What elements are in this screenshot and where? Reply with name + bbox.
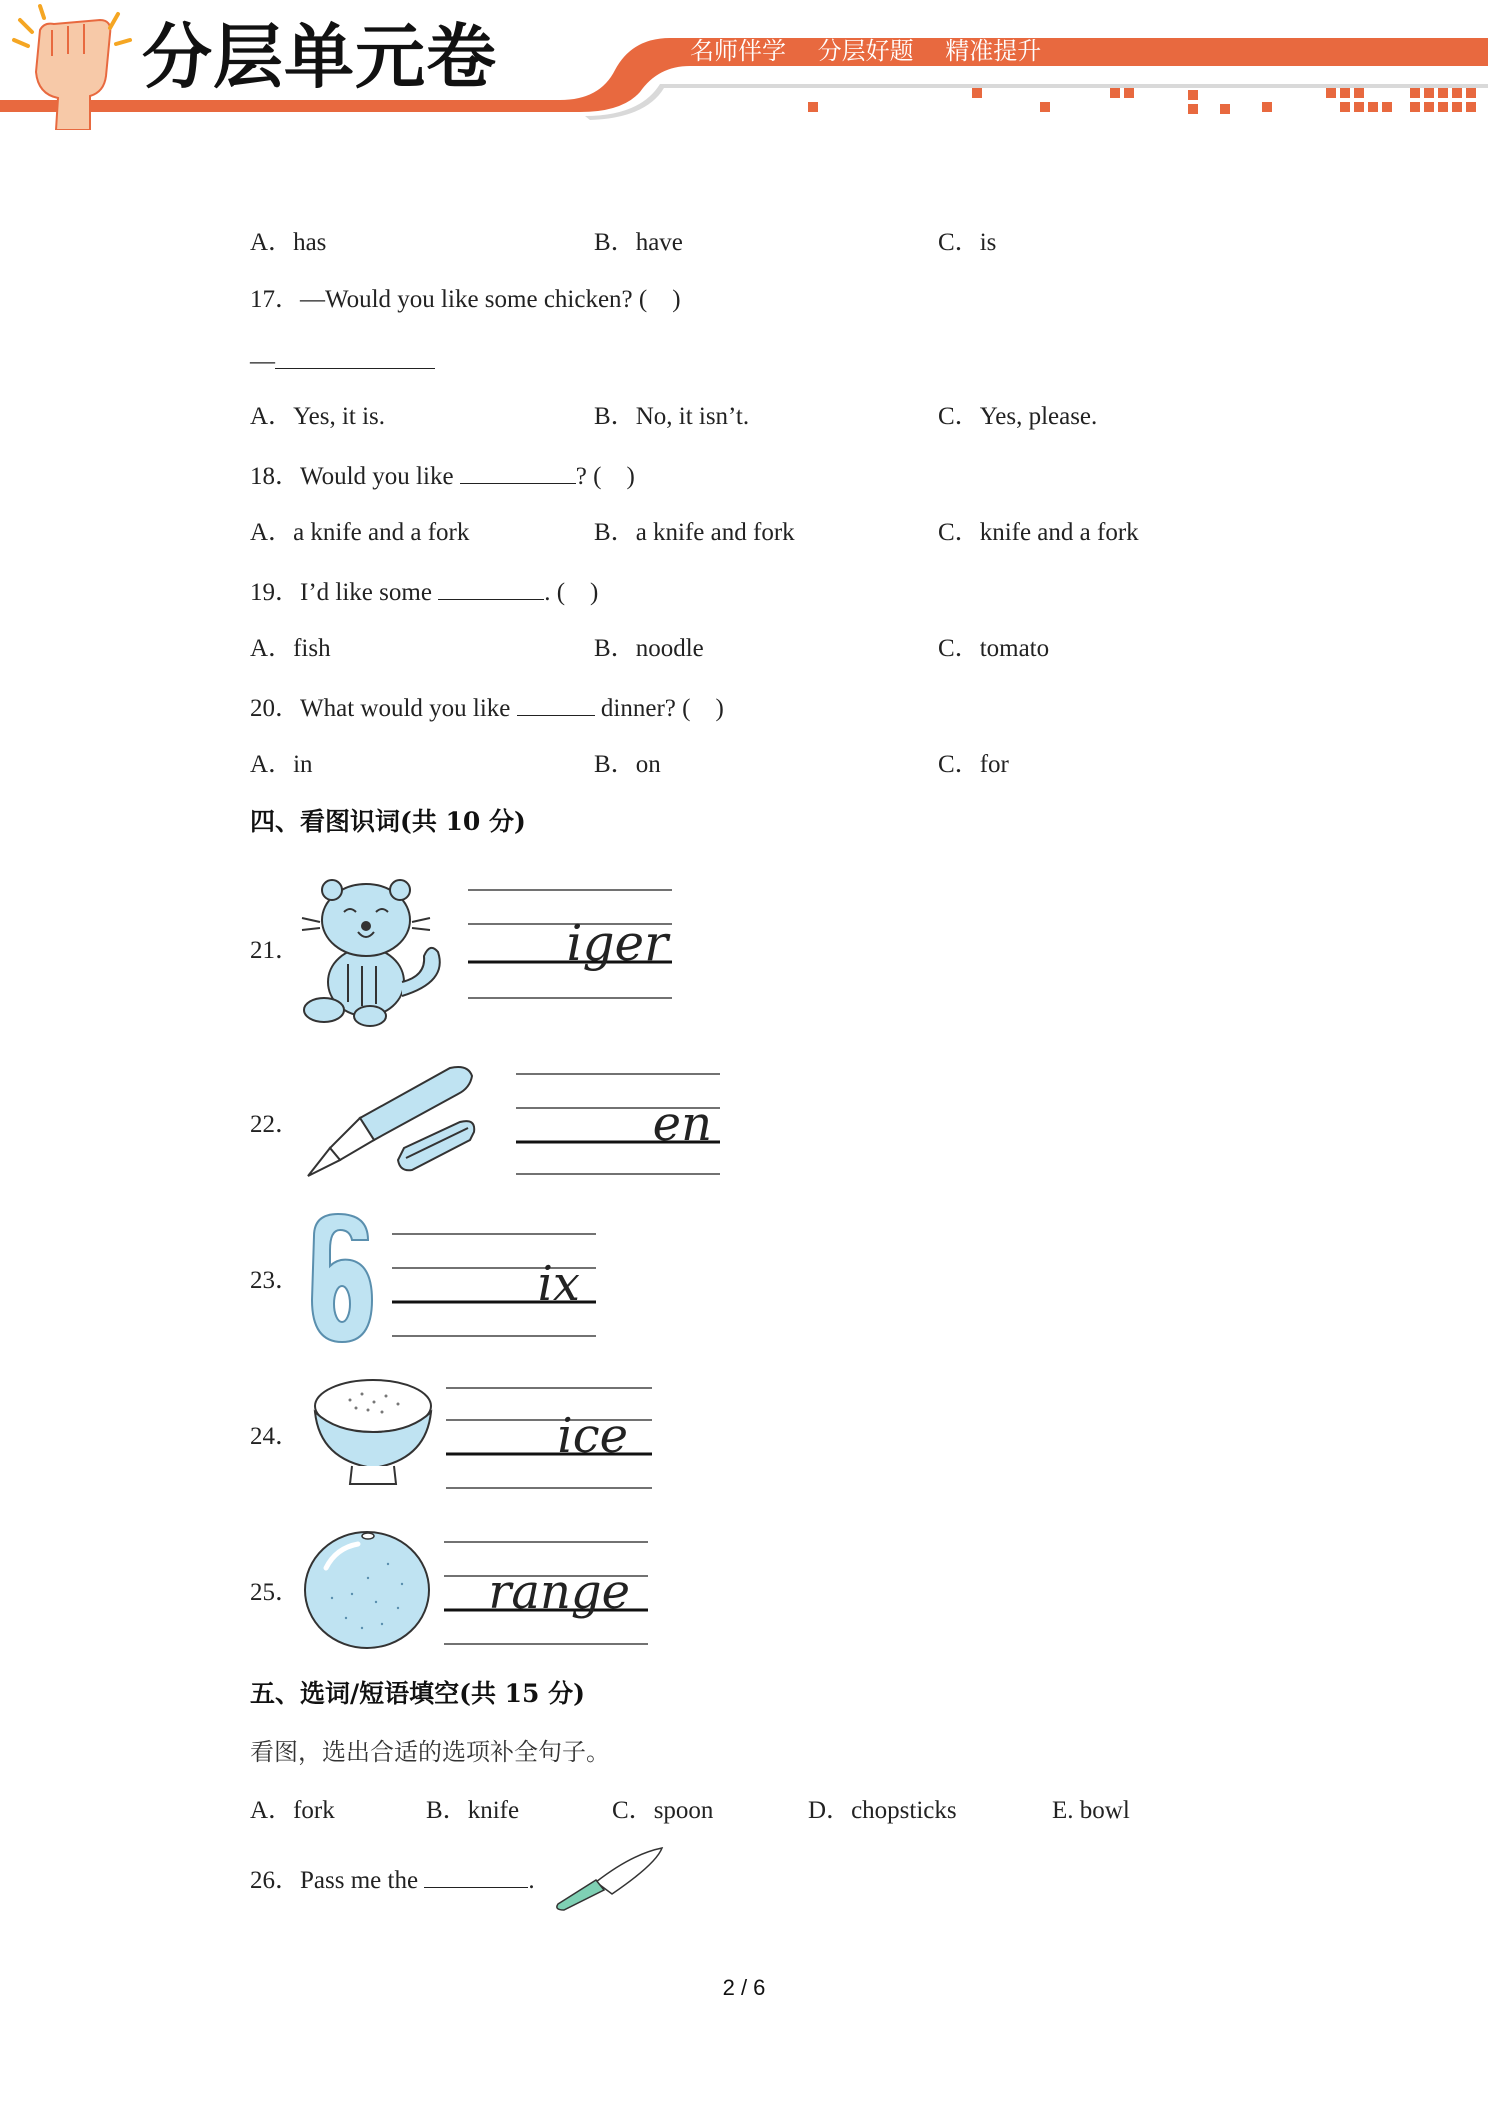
option-text: noodle [635,635,704,662]
option-letter: B． [594,403,636,430]
option-letter: A． [250,635,294,662]
option-letter: A． [250,229,294,256]
choice-text: chopsticks [851,1797,957,1824]
question-number: 26． [250,1867,301,1894]
page-header [0,0,1488,130]
knife-picture [552,1846,664,1912]
q25-writing-lines[interactable] [444,1540,648,1646]
option-letter: C． [938,403,980,430]
q16-option-a [250,228,326,258]
option-text: No, it isn’t. [635,403,750,430]
choice-letter: E. [1052,1797,1074,1824]
option-letter: A． [250,519,294,546]
q17-option-a [250,402,385,432]
q22-writing-lines[interactable] [516,1072,720,1176]
choice-letter: C． [612,1797,654,1824]
tiger-picture [298,872,458,1028]
choice-b [426,1796,519,1826]
q20-question [250,692,724,724]
slogan-3: 精准提升 [945,37,1042,65]
q22-partial-word: en [652,1096,712,1152]
option-letter: C． [938,635,980,662]
q18-option-a [250,518,469,548]
option-text: Yes, please. [979,403,1098,430]
option-letter: A． [250,751,294,778]
option-letter: C． [938,229,980,256]
q21-partial-word: iger [566,914,668,972]
section-5-title: 五、选词/短语填空(共 15 分) [250,1679,585,1708]
pen-picture [300,1062,480,1180]
choice-letter: D． [808,1797,852,1824]
q22-number: 22． [250,1111,301,1138]
q23-writing-lines[interactable] [392,1232,596,1338]
option-letter: B． [594,751,636,778]
question-text-end: . ( ) [544,579,599,606]
answer-blank[interactable] [438,576,544,600]
option-text: is [979,229,997,256]
reply-dash: — [250,348,275,375]
q24-writing-lines[interactable] [446,1386,652,1490]
q18-option-b [594,518,795,548]
q17-question [250,285,681,315]
question-text: Would you like [300,463,460,490]
option-text: a knife and fork [635,519,795,546]
choice-c [612,1796,713,1826]
six-picture [308,1210,376,1346]
q17-option-c [938,402,1097,432]
option-text: Yes, it is. [293,403,386,430]
header-slogan [690,36,1065,66]
choice-text: spoon [653,1797,714,1824]
option-text: fish [293,635,331,662]
q23-number: 23． [250,1267,301,1294]
q24-number: 24． [250,1423,301,1450]
option-text: a knife and a fork [293,519,470,546]
option-text: have [635,229,683,256]
option-text: knife and a fork [979,519,1139,546]
question-number: 17． [250,286,301,313]
slogan-2: 分层好题 [817,37,914,65]
option-letter: A． [250,403,294,430]
q25-number: 25． [250,1579,301,1606]
q16-option-c [938,228,996,258]
q18-question [250,460,635,492]
answer-blank[interactable] [424,1864,528,1888]
option-text: for [979,751,1009,778]
q19-option-b [594,634,704,664]
option-letter: B． [594,635,636,662]
question-text-end: dinner? ( ) [594,695,724,722]
answer-blank[interactable] [517,692,595,716]
question-text-end: ? ( ) [575,463,635,490]
option-text: has [293,229,327,256]
q23-partial-word: ix [537,1256,580,1312]
q21-number: 21． [250,937,301,964]
q20-option-a [250,750,313,780]
q19-option-c [938,634,1049,664]
choice-text: bowl [1073,1797,1130,1824]
choice-text: fork [293,1797,335,1824]
option-letter: B． [594,519,636,546]
choice-letter: A． [250,1797,294,1824]
q19-question [250,576,598,608]
section-4-title: 四、看图识词(共 10 分) [250,807,526,836]
option-text: on [635,751,661,778]
option-letter: C． [938,751,980,778]
brand-title: 分层单元卷 [142,16,497,98]
q20-option-c [938,750,1009,780]
question-text: I’d like some [300,579,439,606]
page-number: 2 / 6 [722,1975,766,2000]
question-number: 19． [250,579,301,606]
choice-a [250,1796,335,1826]
question-text: —Would you like some chicken? ( ) [300,286,681,313]
option-letter: B． [594,229,636,256]
option-letter: C． [938,519,980,546]
question-number: 18． [250,463,301,490]
q17-option-b [594,402,749,432]
q24-partial-word: ice [557,1408,628,1464]
rice-bowl-picture [310,1376,436,1488]
choice-e [1052,1796,1130,1826]
choice-d [808,1796,957,1826]
question-number: 20． [250,695,301,722]
q21-writing-lines[interactable] [468,888,672,1000]
slogan-1: 名师伴学 [690,37,786,65]
option-text: in [293,751,313,778]
q19-option-a [250,634,331,664]
q26-question [250,1864,535,1896]
q17-reply-line [250,345,435,377]
option-text: tomato [979,635,1050,662]
orange-picture [302,1528,432,1650]
q25-partial-word: range [488,1564,630,1620]
question-text: What would you like [300,695,517,722]
answer-blank[interactable] [275,345,435,369]
question-text: Pass me the [300,1867,425,1894]
q18-option-c [938,518,1139,548]
q20-option-b [594,750,661,780]
answer-blank[interactable] [460,460,576,484]
choice-text: knife [467,1797,520,1824]
section-5-instruction: 看图，选出合适的选项补全句子。 [250,1738,610,1766]
question-text-end: . [528,1867,535,1894]
q16-option-b [594,228,683,258]
choice-letter: B． [426,1797,468,1824]
